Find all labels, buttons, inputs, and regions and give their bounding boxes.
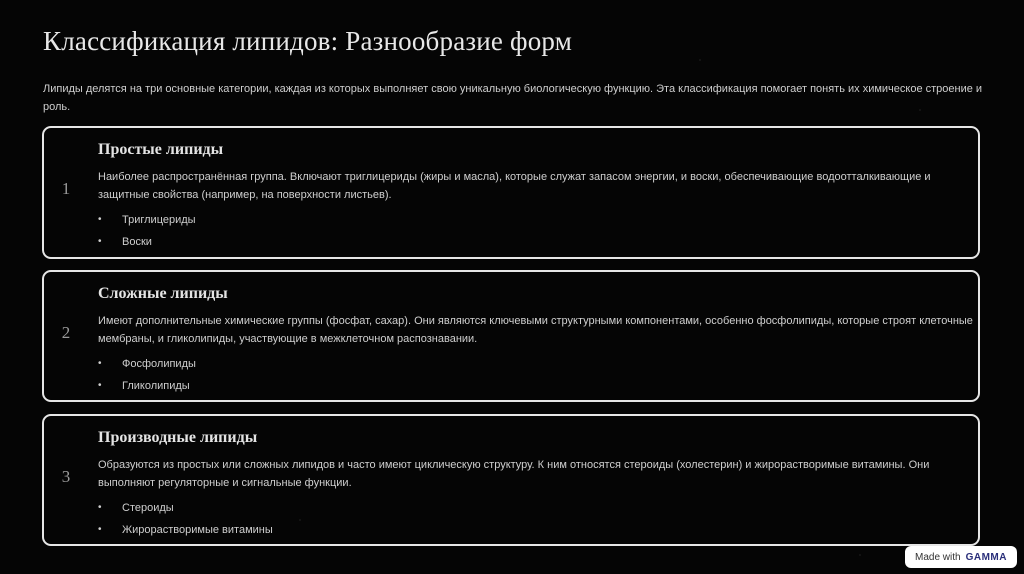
card-list [98,353,978,397]
card-number: 1 [61,179,71,198]
card-body [98,284,978,397]
card-body [98,428,978,541]
bullet-icon: • [98,502,102,513]
card-title: Производные липиды [98,429,258,446]
bullet-icon: • [98,214,102,225]
bullet-icon: • [98,524,102,535]
slide-title: Классификация липидов: Разнообразие форм [43,26,573,56]
badge-prefix: Made with [915,551,961,563]
list-item-label: Фосфолипиды [122,358,196,370]
list-item-label: Жирорастворимые витамины [122,524,273,536]
list-item [98,209,978,231]
gamma-logo: GAMMA [965,551,1007,563]
card-number: 2 [61,323,71,342]
list-item [98,231,978,253]
card-number: 3 [61,467,71,486]
bullet-icon: • [98,380,102,391]
list-item-label: Стероиды [122,502,174,514]
card-complex-lipids [42,270,980,402]
bullet-icon: • [98,236,102,247]
list-item-label: Гликолипиды [122,380,190,392]
card-description: Имеют дополнительные химические группы (фосфат, сахар). Они являются ключевыми структурными компонентами, особенно фосфолипиды, которые строят клеточные мембраны, и гликолипиды, участвующие в межклеточном распознавании. [98,315,973,345]
list-item [98,519,978,541]
card-list [98,497,978,541]
bullet-icon: • [98,358,102,369]
intro-text: Липиды делятся на три основные категории, каждая из которых выполняет свою уникальную биологическую функцию. Эта классификация помогает понять их химическое строение и роль. [43,83,983,113]
card-title: Сложные липиды [98,285,228,302]
card-derived-lipids [42,414,980,546]
made-with-gamma-badge[interactable] [905,546,1017,568]
card-description: Образуются из простых или сложных липидов и часто имеют циклическую структуру. К ним относятся стероиды (холестерин) и жирорастворимые витамины. Они выполняют регуляторные и сигнальные функции. [98,459,930,489]
list-item [98,353,978,375]
list-item [98,375,978,397]
list-item-label: Воски [122,236,152,248]
list-item [98,497,978,519]
list-item-label: Триглицериды [122,214,196,226]
card-list [98,209,978,253]
card-title: Простые липиды [98,141,224,158]
card-body [98,140,978,253]
card-description: Наиболее распространённая группа. Включают триглицериды (жиры и масла), которые служат запасом энергии, и воски, обеспечивающие водоотталкивающие и защитные свойства (например, на поверхности листьев). [98,171,931,201]
card-simple-lipids [42,126,980,259]
